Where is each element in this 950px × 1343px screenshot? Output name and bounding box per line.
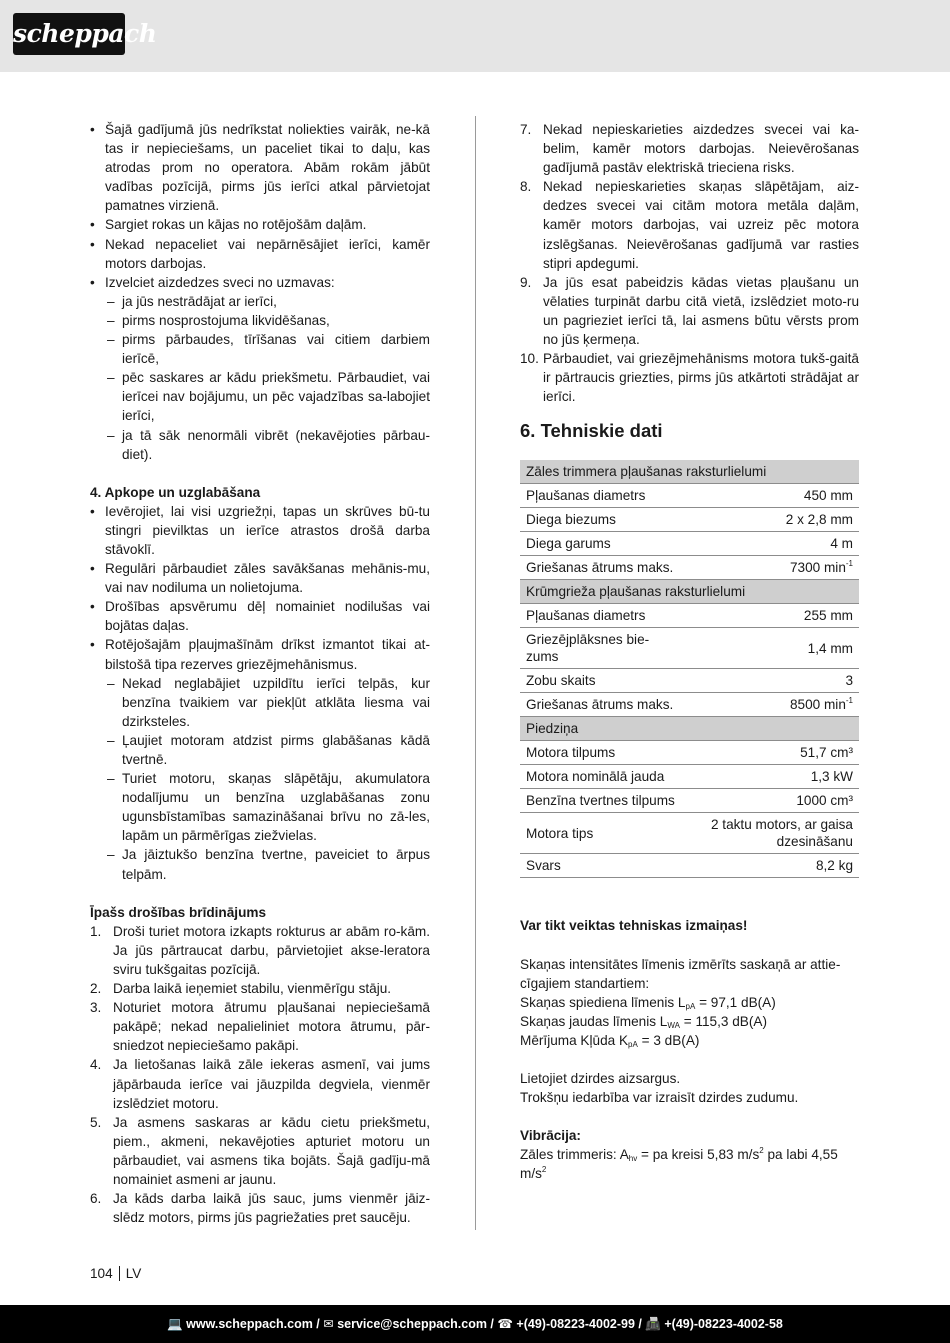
spec-value-text: 51,7 cm³ xyxy=(800,745,853,761)
item-text: Droši turiet motora izkapts rokturus ar abām ro-kām. Ja jūs pārtraucat darbu, pārvietojiet akse-leratora sviru tukšgaitas pozīcijā. xyxy=(113,923,430,977)
table-row xyxy=(520,669,859,693)
spec-value-text: 2 taktu motors, ar gaisa dzesināšanu xyxy=(710,817,853,850)
noise-error: Mērījuma Kļūda $K_{pA} = 3$ dB(A) xyxy=(520,1032,700,1049)
item-text: Darba laikā ieņemiet stabilu, vienmērīgu stāju. xyxy=(113,981,392,997)
noise-intro: Skaņas intensitātes līmenis izmērīts saskaņā ar attie-cīgajiem standartiem: xyxy=(520,956,841,991)
numbered-item xyxy=(90,1113,430,1189)
item-number: 3. xyxy=(90,1000,102,1016)
table-row xyxy=(520,765,859,789)
table-row xyxy=(520,508,859,532)
item-number: 6. xyxy=(90,1191,102,1207)
spec-value-text: 7300 min xyxy=(789,560,846,576)
spec-value xyxy=(682,508,859,532)
dash-item: – Ja jāiztukšo benzīna tvertne, paveiciet to ārpus telpām. xyxy=(107,845,430,883)
right-column xyxy=(520,120,859,1183)
spec-label: Pļaušanas diametrs xyxy=(520,484,682,508)
maintenance-heading: 4. Apkope un uzglabāšana xyxy=(90,484,261,500)
bullet-item: • Drošības apsvērumu dēļ nomainiet nodilušas vai bojātas daļas. xyxy=(90,597,430,635)
spec-value xyxy=(682,854,859,878)
table-row xyxy=(520,628,859,669)
spec-value xyxy=(682,693,859,717)
spec-value-text: 8,2 kg xyxy=(815,858,853,874)
table-group-row xyxy=(520,580,859,604)
changes-note: Var tikt veiktas tehniskas izmaiņas! xyxy=(520,918,748,934)
contact-info: 💻 www.scheppach.com / ✉ service@scheppach.com / ☎ +(49)-08223-4002-99 / 📠 +(49)-08223-4002-58 xyxy=(167,1317,783,1331)
spec-value-text: 8500 min xyxy=(789,697,846,713)
item-text: Ja lietošanas laikā zāle iekeras asmenī, vai jums jāpārbauda ierīce vai jāuzpilda degviela, vienmēr izslēdziet motoru. xyxy=(113,1057,430,1111)
warning-list-continued xyxy=(520,120,859,406)
spec-label: Benzīna tvertnes tilpums xyxy=(520,789,682,813)
table-group-row xyxy=(520,460,859,484)
item-number: 2. xyxy=(90,981,102,997)
spec-value xyxy=(682,669,859,693)
spec-label: Motora nominālā jauda xyxy=(520,765,682,789)
spec-value xyxy=(682,765,859,789)
numbered-item xyxy=(520,120,859,177)
tech-data-table xyxy=(520,460,859,878)
numbered-item xyxy=(90,1055,430,1112)
numbered-item xyxy=(520,177,859,272)
noise-power: Skaņas jaudas līmenis $L_{WA} = 115,3$ dB(A) xyxy=(520,1013,767,1030)
hearing-note-2: Trokšņu iedarbība var izraisīt dzirdes zudumu. xyxy=(520,1090,799,1106)
intro-bullets xyxy=(90,120,430,292)
bullet-item: • Sargiet rokas un kājas no rotējošām daļām. xyxy=(90,215,430,234)
table-row xyxy=(520,556,859,580)
item-number: 9. xyxy=(520,274,532,290)
page-number: 104 LV xyxy=(90,1266,142,1281)
numbered-item xyxy=(90,922,430,979)
item-text: Ja kāds darba laikā jūs sauc, jums vienmēr jāiz-slēdz motors, pirms jūs pagriežaties pret saucēju. xyxy=(113,1191,430,1226)
contact-footer xyxy=(0,1305,950,1343)
noise-pressure: Skaņas spiediena līmenis $L_{pA} = 97,1$ dB(A) xyxy=(520,994,776,1011)
left-column xyxy=(90,120,430,1227)
spec-label: Svars xyxy=(520,854,682,878)
numbered-item xyxy=(90,998,430,1055)
spec-label: Pļaušanas diametrs xyxy=(520,604,682,628)
dash-item: – Turiet motoru, skaņas slāpētāju, akumulatora nodalījumu un benzīna uzglabāšanas zonu ugunsbīstamības samazināšanai brīvu no zā-les, lapām un pārmērīgas ziežvielas. xyxy=(107,769,430,845)
spec-value-text: 1,4 mm xyxy=(807,640,853,656)
table-row xyxy=(520,789,859,813)
spec-value xyxy=(682,556,859,580)
vibration-heading: Vibrācija: xyxy=(520,1128,581,1144)
item-number: 4. xyxy=(90,1057,102,1073)
dash-item: – ja tā sāk nenormāli vibrēt (nekavējoties pārbau-diet). xyxy=(107,426,430,464)
hearing-note-1: Lietojiet dzirdes aizsargus. xyxy=(520,1070,681,1086)
item-text: Ja asmens saskaras ar kādu cietu priekšmetu, piem., akmeni, nekavējoties apturiet motoru un pārbaudiet, vai asmens tika bojāts. Šajā gadīju-mā nomainiet asmeni ar jaunu. xyxy=(113,1114,430,1187)
spec-label: Zobu skaits xyxy=(520,669,682,693)
group-label: Piedziņa xyxy=(520,717,859,741)
spec-value xyxy=(682,789,859,813)
table-row xyxy=(520,532,859,556)
spec-label: Diega biezums xyxy=(520,508,682,532)
column-divider xyxy=(475,116,476,1230)
item-number: 1. xyxy=(90,923,102,939)
spec-value xyxy=(682,741,859,765)
spec-value-text: 450 mm xyxy=(803,488,853,504)
item-number: 8. xyxy=(520,179,532,195)
spec-value xyxy=(682,628,859,669)
bullet-item: • Rotējošajām pļaujmašīnām drīkst izmantot tikai at-bilstošā tipa rezerves griezējmehānismus. xyxy=(90,635,430,673)
maintenance-bullets xyxy=(90,502,430,674)
spec-value-text: 2 x 2,8 mm xyxy=(785,512,853,528)
dash-item: – Ļaujiet motoram atdzist pirms glabāšanas kādā tvertnē. xyxy=(107,731,430,769)
spark-plug-dashes xyxy=(90,292,430,464)
spec-label: Diega garums xyxy=(520,532,682,556)
group-label: Zāles trimmera pļaušanas raksturlielumi xyxy=(520,460,859,484)
numbered-item xyxy=(90,1189,430,1227)
item-text: Noturiet motora ātrumu pļaušanai nepieciešamā pakāpē; nekad nepalieliniet motora ātrumu, pār-sniedzot nepieciešamo pakāpi. xyxy=(113,1000,430,1054)
vibration-value: Zāles trimmeris: $A_{hv}$ = pa kreisi 5,83 $m/s^2$ pa labi 4,55 $m/s^2$ xyxy=(520,1146,838,1182)
spec-value xyxy=(682,532,859,556)
item-text: Nekad nepieskarieties aizdedzes svecei vai ka-belim, kamēr motors darbojas. Neievērošanas gadījumā pastāv elektriskā trieciena risks. xyxy=(543,122,859,176)
item-number: 7. xyxy=(520,122,532,137)
maintenance-dashes xyxy=(90,674,430,884)
tech-data-heading: 6. Tehniskie dati xyxy=(520,420,663,442)
bullet-item: • Izvelciet aizdedzes sveci no uzmavas: xyxy=(90,273,430,292)
spec-value xyxy=(682,813,859,854)
warning-list xyxy=(90,922,430,1228)
bullet-item: • Šajā gadījumā jūs nedrīkstat noliekties vairāk, ne-kā tas ir nepieciešams, un paceliet tikai to daļu, kas atrodas prom no operatora. Abām rokām jābūt vadības pozīcijā, pirms jūs ierīci atkal pārvietojat pamatnes virzienā. xyxy=(90,120,430,215)
table-group-row xyxy=(520,717,859,741)
spec-unit-exponent: -1 xyxy=(845,559,853,569)
page-header xyxy=(0,0,950,72)
table-row xyxy=(520,484,859,508)
item-text: Nekad nepieskarieties skaņas slāpētājam, aiz-dedzes svecei vai citām motora metāla daļām, kamēr motors darbojas, vai uzreiz pēc motora izslēgšanas. Neievērošanas gadījumā var rasties stipri apdegumi. xyxy=(543,179,859,271)
bullet-item: • Nekad nepaceliet vai nepārnēsājiet ierīci, kamēr motors darbojas. xyxy=(90,235,430,273)
bullet-item: • Regulāri pārbaudiet zāles savākšanas mehānis-mu, vai nav nodiluma un nolietojuma. xyxy=(90,559,430,597)
table-row xyxy=(520,741,859,765)
numbered-item xyxy=(90,979,430,998)
spec-value-text: 3 xyxy=(845,673,853,689)
spec-label: Griešanas ātrums maks. xyxy=(520,693,682,717)
spec-label: Motora tilpums xyxy=(520,741,682,765)
item-text: Ja jūs esat pabeidzis kādas vietas pļaušanu un vēlaties turpināt darbu citā vietā, izslēdziet moto-ru un pagrieziet ierīci tā, lai asmens būtu vērsts prom no jūs ķermeņa. xyxy=(543,274,859,348)
item-text: Pārbaudiet, vai griezējmehānisms motora tukš-gaitā ir pārtraucis griezties, pirms jūs atkārtoti strādājat ar ierīci. xyxy=(543,351,859,405)
group-label: Krūmgrieža pļaušanas raksturlielumi xyxy=(520,580,859,604)
dash-item: – ja jūs nestrādājat ar ierīci, xyxy=(107,292,430,311)
spec-label: Griezējplāksnes bie-zums xyxy=(520,628,682,669)
spec-value-text: 255 mm xyxy=(803,608,853,624)
spec-value xyxy=(682,604,859,628)
spec-value-text: 1,3 kW xyxy=(810,769,853,785)
dash-item: – pirms nosprostojuma likvidēšanas, xyxy=(107,311,430,330)
scheppach-logo: scheppach xyxy=(13,13,125,55)
warning-heading: Īpašs drošības brīdinājums xyxy=(90,904,267,920)
dash-item: – pēc saskares ar kādu priekšmetu. Pārbaudiet, vai ierīcei nav bojājumu, un pēc vajadzības sa-labojiet ierīci, xyxy=(107,368,430,425)
dash-item: – Nekad neglabājiet uzpildītu ierīci telpās, kur benzīna tvaikiem var piekļūt atklāta liesma vai dzirksteles. xyxy=(107,674,430,731)
spec-label: Griešanas ātrums maks. xyxy=(520,556,682,580)
bullet-item: • Ievērojiet, lai visi uzgriežņi, tapas un skrūves bū-tu stingri pievilktas un ierīce atrastos drošā darba stāvoklī. xyxy=(90,502,430,559)
table-row xyxy=(520,693,859,717)
item-number: 10. xyxy=(520,351,539,367)
spec-unit-exponent: -1 xyxy=(845,696,853,706)
table-row xyxy=(520,854,859,878)
spec-label: Motora tips xyxy=(520,813,682,854)
spec-value-text: 1000 cm³ xyxy=(796,793,853,809)
spec-value-text: 4 m xyxy=(830,536,853,552)
table-row xyxy=(520,813,859,854)
numbered-item xyxy=(520,273,859,349)
spec-value xyxy=(682,484,859,508)
dash-item: – pirms pārbaudes, tīrīšanas vai citiem darbiem ierīcē, xyxy=(107,330,430,368)
item-number: 5. xyxy=(90,1114,102,1130)
table-row xyxy=(520,604,859,628)
numbered-item xyxy=(520,349,859,406)
